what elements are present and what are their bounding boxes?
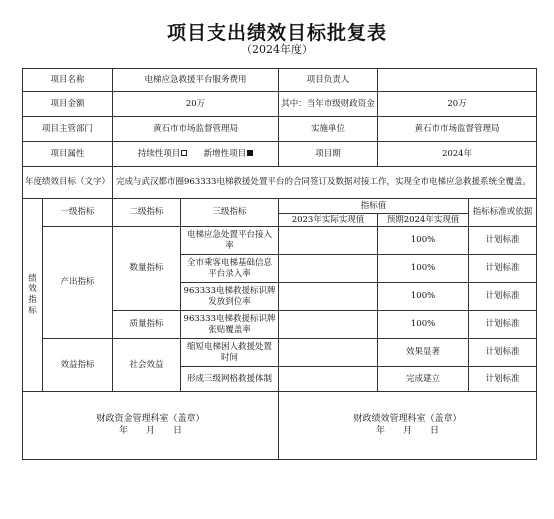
project-name-value: 电梯应急救援平台服务费用 xyxy=(113,69,279,92)
level3-cell: 形成三级网格救援体制 xyxy=(181,367,279,392)
expected-cell: 效果显著 xyxy=(378,339,469,367)
fund-office-date: 年 月 日 xyxy=(119,425,183,436)
actual-2023-header: 2023年实际实现值 xyxy=(279,214,378,227)
expected-2024-header: 预期2024年实现值 xyxy=(378,214,469,227)
performance-indicator-section-label xyxy=(23,199,43,392)
annual-goal-value: 完成与武汉都市圈963333电梯救援处置平台的合同签订及数据对接工作，实现全市电梯应急救援系统全覆盖。 xyxy=(113,167,537,199)
row-indicator-header xyxy=(23,199,537,214)
level3-cell: 电梯应急处置平台接入率 xyxy=(181,227,279,255)
project-owner-label: 项目负责人 xyxy=(279,69,378,92)
expected-cell: 完成建立 xyxy=(378,367,469,392)
fund-management-office-seal xyxy=(23,392,279,460)
attribute-options xyxy=(113,142,279,167)
basis-cell: 计划标准 xyxy=(469,339,537,367)
row-project-amount xyxy=(23,92,537,117)
performance-office-name: 财政绩效管理科室（盖章） xyxy=(353,414,462,425)
expected-cell: 100% xyxy=(378,311,469,339)
actual-cell xyxy=(279,227,378,255)
level2-header: 二级指标 xyxy=(113,199,181,227)
row-project-attribute xyxy=(23,142,537,167)
level1-output: 产出指标 xyxy=(43,227,113,339)
table-row xyxy=(23,227,537,255)
level1-benefit: 效益指标 xyxy=(43,339,113,392)
level2-quantity: 数量指标 xyxy=(113,227,181,311)
project-amount-value: 20万 xyxy=(113,92,279,117)
basis-header: 指标标准或依据 xyxy=(469,199,537,227)
level3-cell: 全市乘客电梯基础信息平台录入率 xyxy=(181,255,279,283)
implementing-unit-value: 黄石市市场监督管理局 xyxy=(378,117,537,142)
basis-cell: 计划标准 xyxy=(469,283,537,311)
performance-management-office-seal xyxy=(279,392,537,460)
expected-cell: 100% xyxy=(378,255,469,283)
level3-cell: 963333电梯救援标识牌发放到位率 xyxy=(181,283,279,311)
level3-cell: 963333电梯救援标识牌张贴覆盖率 xyxy=(181,311,279,339)
checked-box-icon xyxy=(247,150,253,156)
attribute-label: 项目属性 xyxy=(23,142,113,167)
expected-cell: 100% xyxy=(378,227,469,255)
attribute-option-new: 新增性项目 xyxy=(203,148,247,159)
annual-goal-label: 年度绩效目标（文字） xyxy=(23,167,113,199)
department-label: 项目主管部门 xyxy=(23,117,113,142)
actual-cell xyxy=(279,311,378,339)
project-name-label: 项目名称 xyxy=(23,69,113,92)
row-signatures xyxy=(23,392,537,460)
page-title: 项目支出绩效目标批复表 xyxy=(166,22,387,44)
actual-cell xyxy=(279,255,378,283)
expected-cell: 100% xyxy=(378,283,469,311)
row-annual-goal xyxy=(23,167,537,199)
performance-office-date: 年 月 日 xyxy=(376,425,440,436)
basis-cell: 计划标准 xyxy=(469,255,537,283)
level2-social-benefit: 社会效益 xyxy=(113,339,181,392)
level3-header: 三级指标 xyxy=(181,199,279,227)
level3-cell: 缩短电梯困人救援处置时间 xyxy=(181,339,279,367)
basis-cell: 计划标准 xyxy=(469,227,537,255)
fund-office-name: 财政资金管理科室（盖章） xyxy=(96,414,205,425)
indicator-value-header: 指标值 xyxy=(279,199,469,214)
actual-cell xyxy=(279,283,378,311)
project-owner-value xyxy=(378,69,537,92)
project-amount-label: 项目金额 xyxy=(23,92,113,117)
row-project-name xyxy=(23,69,537,92)
actual-cell xyxy=(279,339,378,367)
period-label: 项目期 xyxy=(279,142,378,167)
page-subtitle: （2024年度） xyxy=(241,43,313,56)
fiscal-funds-label: 其中：当年市级财政资金 xyxy=(279,92,378,117)
basis-cell: 计划标准 xyxy=(469,311,537,339)
row-project-department xyxy=(23,117,537,142)
table-row xyxy=(23,339,537,367)
implementing-unit-label: 实施单位 xyxy=(279,117,378,142)
basis-cell: 计划标准 xyxy=(469,367,537,392)
unchecked-box-icon xyxy=(181,150,187,156)
actual-cell xyxy=(279,367,378,392)
attribute-option-continuing: 持续性项目 xyxy=(137,148,181,159)
period-value: 2024年 xyxy=(378,142,537,167)
section-label-text: 绩效指标 xyxy=(28,273,37,316)
level1-header: 一级指标 xyxy=(43,199,113,227)
fiscal-funds-value: 20万 xyxy=(378,92,537,117)
level2-quality: 质量指标 xyxy=(113,311,181,339)
performance-target-table xyxy=(22,68,537,460)
department-value: 黄石市市场监督管理局 xyxy=(113,117,279,142)
